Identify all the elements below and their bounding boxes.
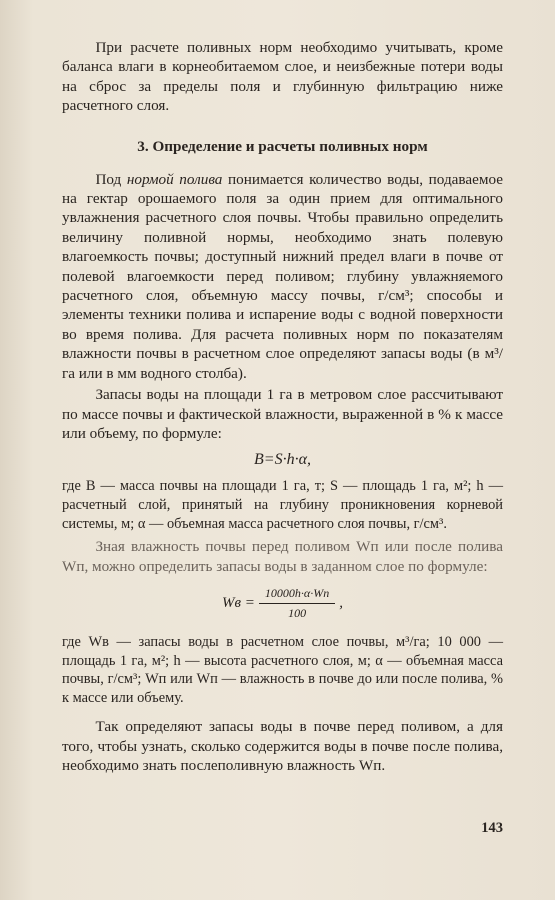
formula-lhs: Wв =	[222, 594, 255, 611]
definition-lead: Под	[95, 170, 127, 188]
paragraph-reserves: Запасы воды на площади 1 га в метровом слое рассчитывают по массе почвы и фактической влажности, выраженной в % к массе или объему, по формуле:	[62, 386, 503, 442]
paragraph-definition	[62, 170, 503, 383]
formula-numerator: 10000h·α·Wп	[259, 586, 335, 604]
defined-term: нормой полива	[126, 170, 223, 188]
formula-reserves	[62, 586, 503, 621]
paragraph-legend-2: где Wв — запасы воды в расчетном слое почвы, м³/га; 10 000 — площадь 1 га, м²; h — высота расчетного слоя, м; α — объемная масса почвы, г/см³; Wп или Wп — влажность в почве до или после полива, % к массе или объему.	[62, 633, 503, 706]
paragraph-moisture: Зная влажность почвы перед поливом Wп или после полива Wп, можно определить запасы воды в заданном слое по формуле:	[62, 538, 503, 575]
formula-denominator: 100	[288, 605, 307, 620]
definition-body: понимается количество воды, подаваемое на гектар орошаемого поля за один прием для оптимального увлажнения расчетного слоя почвы. Чтобы правильно определить величину поливной нормы, необходимо знать полевую влагоемкость почвы; доступный нижний предел влаги в почве от полевой влагоемкости перед поливом; глубину увлажняемого расчетного слоя, объемную массу почвы, г/см³; способы и элементы техники полива и испарение воды с водной поверхности во время полива. Для расчета поливных норм по показателям влажности почвы в расчетном слое определяют запасы воды (в м³/га или в мм водного столба).	[62, 170, 504, 382]
page-number: 143	[481, 820, 503, 836]
formula-tail: ,	[339, 594, 343, 611]
paragraph-conclusion: Так определяют запасы воды в почве перед поливом, а для того, чтобы узнать, сколько содержится воды в почве после полива, необходимо знать послеполивную влажность Wп.	[62, 718, 503, 775]
paragraph-legend-1: где B — масса почвы на площади 1 га, т; S — площадь 1 га, м²; h — расчетный слой, принятый на глубину проникновения корневой системы, м; α — объемная масса расчетного слоя почвы, г/см³.	[62, 478, 503, 532]
paragraph-intro: При расчете поливных норм необходимо учитывать, кроме баланса влаги в корнеобитаемом слое, и неизбежные потери воды на сброс за пределы поля и глубинную фильтрацию ниже расчетного слоя.	[62, 39, 503, 115]
formula-mass: B=S·h·α,	[254, 451, 311, 469]
section-heading: 3. Определение и расчеты поливных норм	[137, 137, 428, 155]
